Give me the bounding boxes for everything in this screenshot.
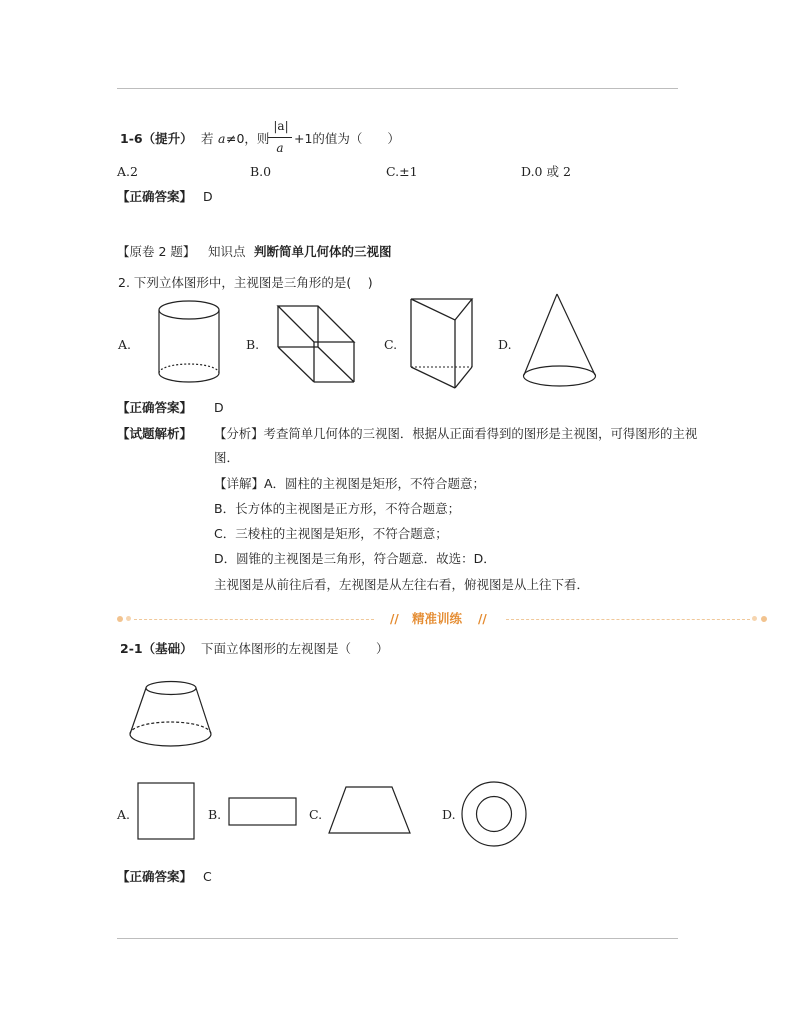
detail-line: D．圆锥的主视图是三角形，符合题意．故选：D． xyxy=(214,551,496,566)
detail-line: 主视图是从前往后看，左视图是从左往右看，俯视图是从上往下看． xyxy=(214,577,590,592)
question-stem-suffix: +1的值为（ ） xyxy=(294,131,400,146)
condition-text: ≠0，则 xyxy=(226,131,270,146)
answer-tag: 【正确答案】 xyxy=(117,869,193,884)
option-b: B.0 xyxy=(250,164,272,179)
banner-slash-icon: // xyxy=(478,612,487,626)
option-c-label: C. xyxy=(384,337,398,352)
variable-a: a xyxy=(218,131,226,146)
question-label: 1-6（提升） xyxy=(120,131,193,146)
option-b-label: B. xyxy=(208,807,222,822)
option-b-label: B. xyxy=(246,337,260,352)
question-stem: 2. 下列立体图形中，主视图是三角形的是( ) xyxy=(118,275,373,290)
option-c-label: C. xyxy=(309,807,323,822)
annulus-figure xyxy=(461,781,527,847)
rectangle-figure xyxy=(228,797,298,827)
detail-line: C．三棱柱的主视图是矩形，不符合题意； xyxy=(214,526,448,541)
knowledge-point-label: 知识点 xyxy=(208,244,246,259)
banner-title: 精准训练 xyxy=(412,611,463,626)
question-stem: 下面立体图形的左视图是（ ） xyxy=(201,641,389,656)
option-c: C.±1 xyxy=(386,164,418,179)
option-a: A.2 xyxy=(117,164,138,179)
detail-line: B．长方体的主视图是正方形，不符合题意； xyxy=(214,501,461,516)
frustum-figure xyxy=(128,680,214,750)
fraction-denominator: a xyxy=(276,141,284,155)
banner-slash-icon: // xyxy=(390,612,399,626)
answer-tag: 【正确答案】 xyxy=(117,400,193,415)
source-tag: 【原卷 2 题】 xyxy=(117,244,196,259)
option-d-label: D. xyxy=(498,337,512,352)
option-a-label: A. xyxy=(117,807,131,822)
answer-value: C xyxy=(203,869,212,884)
option-d: D.0 或 2 xyxy=(521,164,571,179)
header-rule xyxy=(117,88,678,89)
knowledge-point: 判断简单几何体的三视图 xyxy=(254,244,392,259)
answer-tag: 【正确答案】 xyxy=(117,189,193,204)
question-label: 2-1（基础） xyxy=(120,641,193,656)
cylinder-figure xyxy=(158,300,222,386)
triangular-prism-figure xyxy=(410,298,474,390)
question-stem-prefix: 若 xyxy=(201,131,214,146)
analysis-tag: 【试题解析】 xyxy=(117,426,193,441)
fraction-bar xyxy=(268,137,292,138)
trapezoid-figure xyxy=(328,786,412,836)
detail-line: 【详解】A．圆柱的主视图是矩形，不符合题意； xyxy=(214,476,486,491)
fraction-numerator: |a| xyxy=(273,119,289,133)
answer-value: D xyxy=(203,189,213,204)
cone-figure xyxy=(522,293,598,389)
cuboid-figure xyxy=(276,304,358,384)
option-d-label: D. xyxy=(442,807,456,822)
option-a-label: A. xyxy=(118,337,132,352)
footer-rule xyxy=(117,938,678,939)
analysis-line: 【分析】考查简单几何体的三视图．根据从正面看得到的图形是主视图，可得图形的主视 xyxy=(214,426,698,441)
analysis-line: 图． xyxy=(214,450,240,465)
answer-value: D xyxy=(214,400,224,415)
square-figure xyxy=(137,782,195,840)
